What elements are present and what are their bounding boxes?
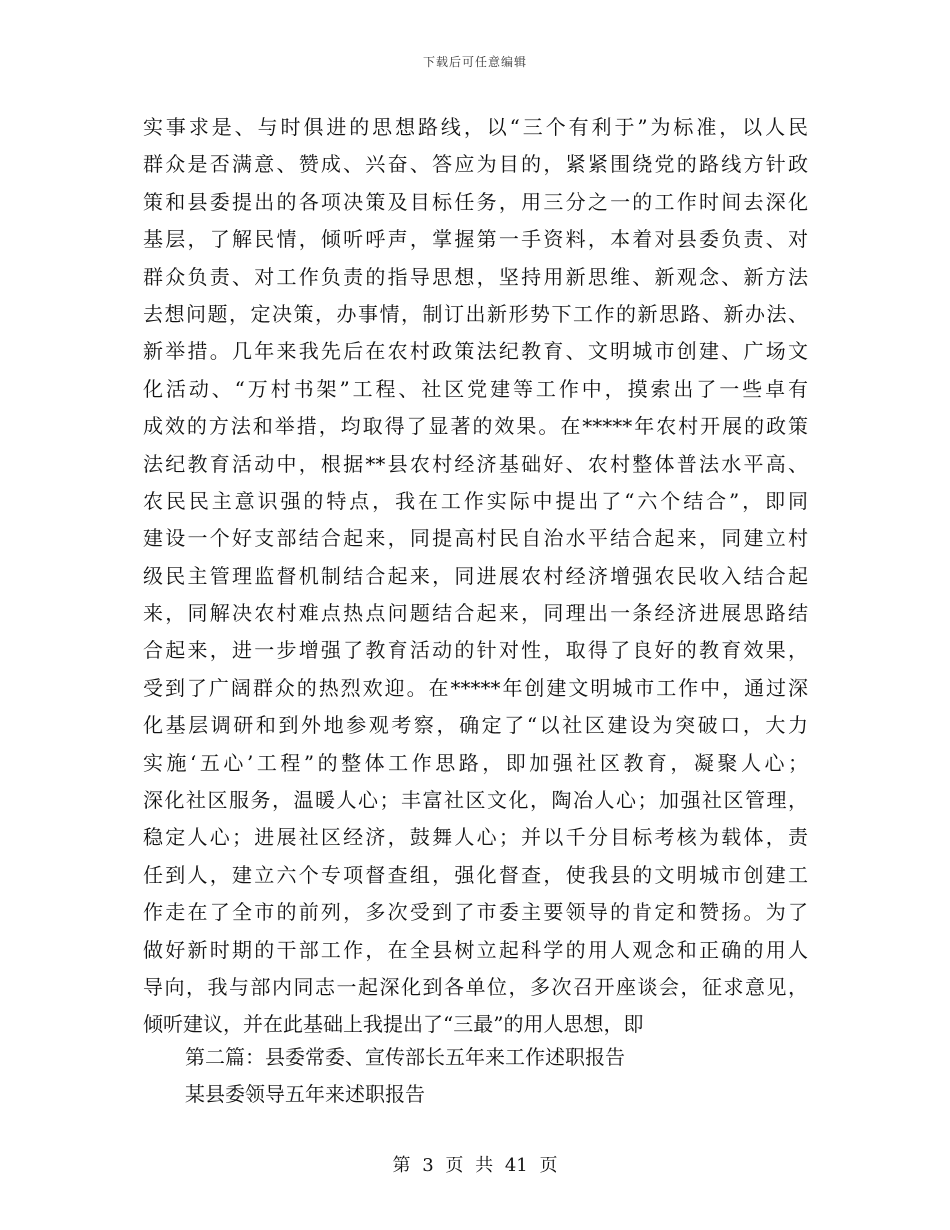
report-title: 某县委领导五年来述职报告 <box>185 1082 425 1107</box>
text-line: 深化社区服务，温暖人心；丰富社区文化，陶冶人心；加强社区管理， <box>143 788 808 813</box>
text-line: 实事求是、与时俱进的思想路线，以“三个有利于”为标准，以人民 <box>143 115 808 139</box>
text-line: 去想问题，定决策，办事情，制订出新形势下工作的新思路、新办法、 <box>143 301 808 326</box>
text-line: 倾听建议，并在此基础上我提出了“三最”的用人思想，即 <box>143 1012 644 1037</box>
text-line: 任到人，建立六个专项督查组，强化督查，使我县的文明城市创建工 <box>143 862 808 887</box>
page-number-footer: 第 3 页 共 41 页 <box>392 1155 558 1176</box>
text-line: 导向，我与部内同志一起深化到各单位，多次召开座谈会，征求意见， <box>143 974 808 999</box>
text-line: 基层，了解民情，倾听呼声，掌握第一手资料，本着对县委负责、对 <box>143 227 808 252</box>
text-line: 农民民主意识强的特点，我在工作实际中提出了“六个结合”，即同 <box>143 488 808 513</box>
text-line: 作走在了全市的前列，多次受到了市委主要领导的肯定和赞扬。为了 <box>143 900 808 925</box>
text-line: 成效的方法和举措，均取得了显著的效果。在*****年农村开展的政策 <box>143 414 808 439</box>
text-line: 级民主管理监督机制结合起来，同进展农村经济增强农民收入结合起 <box>143 563 808 588</box>
text-line: 稳定人心；进展社区经济，鼓舞人心；并以千分目标考核为载体，责 <box>143 825 808 850</box>
text-line: 受到了广阔群众的热烈欢迎。在*****年创建文明城市工作中，通过深 <box>143 675 808 700</box>
section-headings <box>185 1039 625 1114</box>
text-line: 做好新时期的干部工作，在全县树立起科学的用人观念和正确的用人 <box>143 937 808 962</box>
text-line: 合起来，进一步增强了教育活动的针对性，取得了良好的教育效果， <box>143 638 808 663</box>
text-line: 策和县委提出的各项决策及目标任务，用三分之一的工作时间去深化 <box>143 189 808 214</box>
text-line: 来，同解决农村难点热点问题结合起来，同理出一条经济进展思路结 <box>143 601 808 626</box>
chapter-heading: 第二篇：县委常委、宣传部长五年来工作述职报告 <box>185 1045 625 1069</box>
text-line: 实施‘五心’工程”的整体工作思路，即加强社区教育，凝聚人心； <box>143 750 808 775</box>
text-line: 群众负责、对工作负责的指导思想，坚持用新思维、新观念、新方法 <box>143 264 808 289</box>
text-line: 法纪教育活动中，根据**县农村经济基础好、农村整体普法水平高、 <box>143 451 808 476</box>
page-header-note: 下载后可任意编辑 <box>422 55 527 69</box>
text-line: 群众是否满意、赞成、兴奋、答应为目的，紧紧围绕党的路线方针政 <box>143 152 808 177</box>
text-line: 新举措。几年来我先后在农村政策法纪教育、文明城市创建、广场文 <box>143 339 808 364</box>
body-paragraph <box>143 109 808 1044</box>
text-line: 化基层调研和到外地参观考察，确定了“以社区建设为突破口，大力 <box>143 713 808 738</box>
text-line: 建设一个好支部结合起来，同提高村民自治水平结合起来，同建立村 <box>143 526 808 551</box>
text-line: 化活动、“万村书架”工程、社区党建等工作中，摸索出了一些卓有 <box>143 376 808 401</box>
